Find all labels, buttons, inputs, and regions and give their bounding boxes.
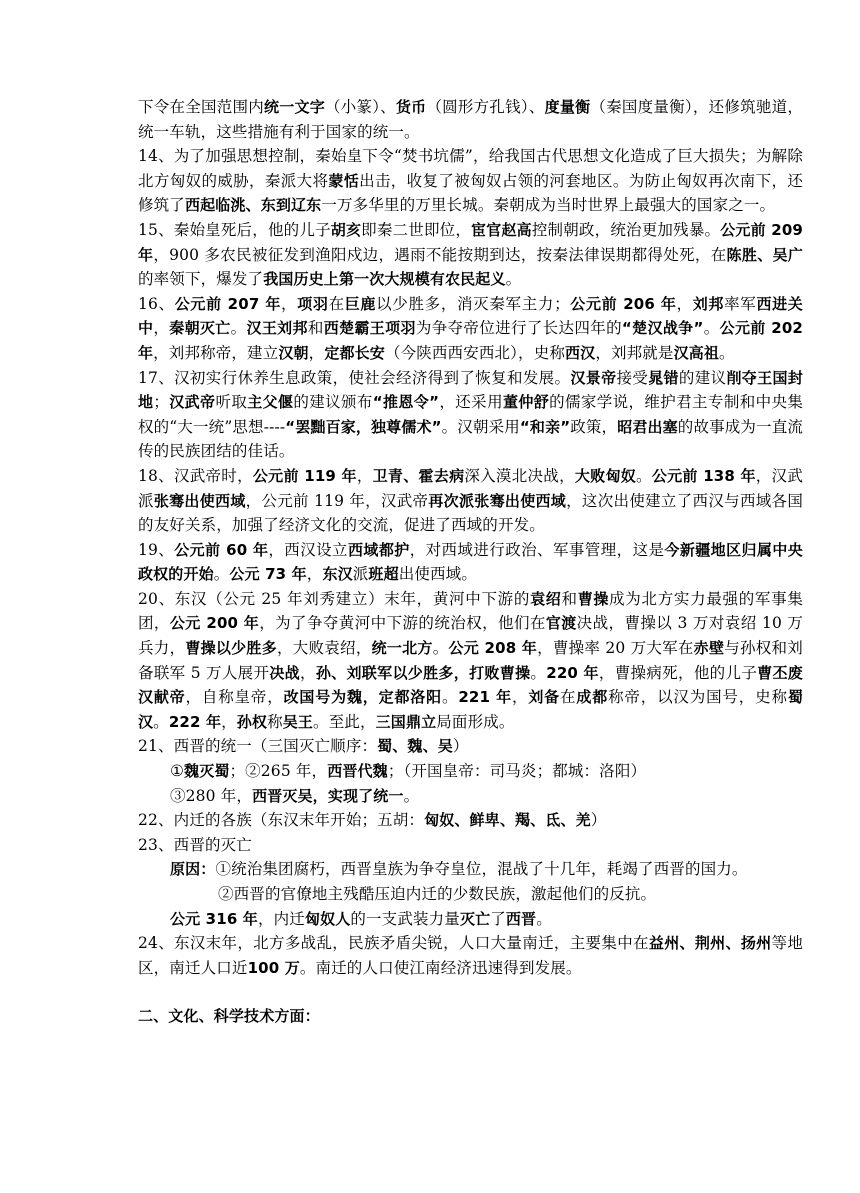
text-run: ，对西域进行政治、军事管理，这是: [409, 540, 665, 559]
bold-term: 班超: [368, 565, 399, 584]
text-run: （秦国度量衡），还修筑驰道，统一车轨，这些措施有利于国家的统一。: [138, 98, 803, 141]
text-run: （今陕西西安西北），史称: [384, 343, 565, 362]
bold-term: 公元前 202 年: [138, 319, 803, 362]
bold-term: 张骞出使西域: [153, 491, 246, 510]
text-run: ，还采用: [439, 393, 503, 412]
text-run: 。: [536, 909, 552, 928]
text-run: 18、汉武帝时，: [138, 466, 253, 485]
text-run: 16、: [138, 294, 175, 313]
bold-term: 今新疆地区归属中央政权的开始: [138, 540, 803, 584]
paragraph-p14: [138, 144, 803, 218]
text-run: 听取: [215, 393, 248, 412]
bold-term: 西晋灭吴，实现了统一: [252, 786, 404, 805]
text-run: 。: [505, 270, 522, 289]
text-run: （圆形方孔钱）、: [426, 98, 545, 116]
bold-term: 度量衡: [544, 98, 591, 116]
text-run: 的儒家学说，维护君主专制和中央集权的“大一统”思想----: [138, 393, 803, 436]
text-run: ，自称皇帝，: [185, 688, 284, 707]
bold-term: 匈奴人: [304, 909, 351, 928]
paragraph-p23: [138, 833, 803, 858]
text-run: ，为了争夺黄河中下游的统治权，他们在: [259, 614, 546, 633]
text-run: 深入漠北决战，: [464, 466, 575, 485]
document-page: [138, 95, 803, 1029]
text-run: 在: [328, 294, 345, 313]
section-heading: [138, 1004, 803, 1029]
text-run: 。南迁的人口使江南经济迅速得到发展。: [299, 958, 582, 977]
text-run: ，内迁: [257, 909, 305, 928]
text-run: 等地区，南迁人口近: [138, 934, 803, 977]
bold-term: 西起临洮、东到辽东: [184, 196, 322, 215]
bold-term: 官渡: [545, 614, 577, 633]
bold-term: 项羽: [297, 294, 329, 313]
paragraph-p23b: [138, 882, 803, 907]
bold-term: 袁绍: [530, 589, 562, 608]
bold-term: 董仲舒: [502, 393, 550, 412]
text-run: 与孙权和刘备联军 5 万人展开: [138, 639, 803, 682]
text-run: ，900 多农民被征发到渔阳戍边，遇雨不能按期到达，按秦法律误期都得处死，在: [153, 245, 727, 264]
bold-term: 曹丕废汉献帝: [138, 663, 803, 707]
bold-term: 东汉: [322, 565, 353, 584]
paragraph-p15: [138, 218, 803, 292]
bold-term: 改国号为魏，定都洛阳: [283, 688, 442, 707]
text-run: ，: [356, 466, 373, 485]
text-run: ，: [299, 663, 316, 682]
bold-term: 曹操: [577, 589, 610, 608]
bold-term: 公元 208 年: [448, 639, 538, 658]
bold-term: 西域都护: [347, 540, 410, 559]
bold-term: 刘邦: [692, 294, 725, 313]
bold-term: 公元 73 年: [229, 565, 307, 584]
text-run: 19、: [138, 540, 175, 559]
bold-term: 秦朝灭亡: [169, 319, 231, 338]
text-run: 23、西晋的灭亡: [138, 835, 252, 854]
text-run: 的故事成为一直流传的民族团结的佳话。: [138, 417, 804, 461]
text-run: ，公元前 119 年，汉武帝: [245, 491, 429, 510]
bold-term: 晁错: [648, 368, 679, 387]
bold-term: 再次派张骞出使西域: [428, 491, 567, 510]
text-run: 。: [432, 639, 449, 658]
text-run: ①统治集团腐朽，西晋皇族为争夺皇位，混战了十几年，耗竭了西晋的国力。: [215, 860, 748, 879]
text-run: ，: [221, 712, 237, 731]
text-run: 下令在全国范围内: [138, 98, 264, 116]
bold-term: 公元 200 年: [169, 614, 260, 633]
text-run: 15、秦始皇死后，他的儿子: [138, 220, 331, 239]
text-run: 和: [561, 589, 578, 608]
bold-term: 决战: [269, 663, 300, 682]
text-run: ；②265 年，: [229, 762, 328, 781]
bold-term: “罢黜百家，独尊儒术”: [285, 417, 442, 436]
text-run: 17、汉初实行休养生息政策，使社会经济得到了恢复和发展。: [138, 368, 571, 387]
text-run: 的建议颁布: [293, 393, 373, 412]
paragraph-p21b: [138, 784, 803, 809]
bold-term: 222 年: [168, 712, 222, 731]
text-run: ，: [281, 294, 298, 313]
text-run: ）: [452, 737, 469, 756]
bold-term: 统一文字: [263, 98, 325, 116]
text-run: 率军: [724, 294, 757, 313]
text-run: 即秦二世即位，: [361, 220, 472, 239]
text-run: 出击，收复了被匈奴占领的河套地区。为防止匈奴再次南下，还修筑了: [138, 171, 803, 215]
text-run: ；（开国皇帝：司马炎；都城：洛阳）: [387, 762, 647, 781]
paragraph-p0: [138, 95, 803, 144]
text-run: 称帝，以汉为国号，史称: [608, 688, 788, 707]
text-run: ，汉武派: [138, 466, 803, 510]
bold-term: 汉王刘邦: [246, 319, 308, 338]
text-run: 24、东汉末年，北方多战乱，民族矛盾尖锐，人口大量南迁，主要集中在: [138, 934, 649, 953]
bold-term: 汉景帝: [570, 368, 617, 387]
bold-term: 公元前 138 年: [651, 466, 756, 485]
text-run: 接受: [616, 368, 649, 387]
bold-term: 灭亡: [459, 909, 491, 928]
text-run: 。: [719, 343, 735, 362]
bold-term: 孙、刘联军以少胜多，打败曹操: [315, 663, 531, 682]
bold-term: “和亲”: [519, 417, 571, 436]
bold-term: 货币: [395, 98, 427, 116]
text-run: 。: [441, 688, 459, 707]
bold-term: 定都长安: [324, 343, 385, 362]
text-run: 的率领下，爆发了: [138, 270, 264, 289]
bold-term: 220 年: [546, 663, 599, 682]
paragraph-p21a: [138, 759, 803, 784]
bold-term: 汉高祖: [673, 343, 720, 362]
text-run: 。: [230, 319, 247, 338]
text-run: 22、内迁的各族（东汉末年开始；五胡：: [138, 811, 425, 830]
bold-term: 赤壁: [693, 639, 725, 658]
bold-term: 我国历史上第一次大规模有农民起义: [263, 270, 506, 289]
bold-term: 成都: [576, 688, 609, 707]
text-run: 。: [213, 565, 230, 584]
bold-term: 西进关中: [138, 294, 803, 338]
bold-term: 大败匈奴: [574, 466, 637, 485]
bold-term: 公元前 209 年: [138, 220, 803, 264]
text-run: ，曹操病死，他的儿子: [598, 663, 758, 682]
paragraph-p23c: [138, 907, 803, 932]
text-run: 在: [560, 688, 577, 707]
text-run: 14、为了加强思想控制，秦始皇下令“焚书坑儒”，给我国古代思想文化造成了巨大损失；为解除北方匈奴的威胁，秦派大将: [138, 147, 803, 190]
bold-term: 公元前 207 年: [174, 294, 282, 313]
bold-term: 曹操以少胜多: [185, 639, 277, 658]
bold-term: 削夺王国封地: [138, 368, 803, 412]
paragraph-p18: [138, 464, 803, 538]
paragraph-p23a: [138, 857, 803, 882]
bold-term: “推恩令”: [372, 393, 440, 412]
bold-term: 蜀、魏、吴: [377, 737, 453, 756]
bold-term: 汉武帝: [169, 393, 216, 412]
text-run: ，刘邦称帝，建立: [153, 343, 279, 362]
bold-term: 二、文化、科学技术方面：: [138, 1007, 320, 1026]
text-run: 的一支武装力量: [350, 909, 460, 928]
text-run: ）: [590, 811, 607, 830]
text-run: 20、东汉（公元 25 年刘秀建立）末年，黄河中下游的: [138, 589, 531, 608]
text-run: 决战，曹操以 3 万对袁绍 10 万兵力，: [138, 614, 803, 658]
text-run: 的建议: [678, 368, 727, 387]
bold-term: 刘备: [528, 688, 561, 707]
text-run: 21、西晋的统一（三国灭亡顺序：: [138, 737, 378, 756]
bold-term: 西晋代魏: [327, 762, 388, 781]
text-run: （小篆）、: [324, 98, 396, 116]
paragraph-gap: [138, 980, 803, 1004]
paragraph-p21: [138, 734, 803, 759]
bold-term: 吴王: [282, 712, 314, 731]
text-run: ；: [153, 393, 170, 412]
text-run: ，: [676, 294, 693, 313]
text-run: ，: [306, 565, 323, 584]
paragraph-p19: [138, 538, 803, 587]
bold-term: 原因：: [170, 860, 216, 879]
bold-term: 三国鼎立: [375, 712, 437, 731]
text-run: ①: [170, 762, 185, 781]
bold-term: 100 万: [247, 958, 300, 977]
text-run: 派: [352, 565, 369, 584]
bold-term: 陈胜、吴广: [726, 245, 803, 264]
bold-term: 汉朝: [278, 343, 309, 362]
text-run: ，这次出使建立了西汉与西域各国的友好关系，加强了经济文化的交流，促进了西域的开发。: [138, 491, 803, 535]
text-run: 一万多华里的万里长城。秦朝成为当时世界上最强大的国家之一。: [321, 196, 776, 215]
text-run: 政策，: [570, 417, 618, 436]
text-run: 称: [267, 712, 283, 731]
bold-term: 公元 316 年: [170, 909, 258, 928]
text-run: ，大败袁绍，: [276, 639, 372, 658]
text-run: ，刘邦就是: [595, 343, 674, 362]
bold-term: 匈奴、鲜卑、羯、氐、羌: [424, 811, 591, 830]
bold-term: 221 年: [458, 688, 512, 707]
bold-term: 宦官赵高: [471, 220, 532, 239]
text-run: 和: [307, 319, 324, 338]
paragraph-p24: [138, 931, 803, 980]
text-run: 。: [703, 319, 720, 338]
bold-term: 蒙恬: [328, 171, 360, 190]
bold-term: 卫青、霍去病: [372, 466, 465, 485]
bold-term: 西汉: [565, 343, 596, 362]
text-run: 局面形成。: [436, 712, 515, 731]
text-run: 。: [153, 712, 169, 731]
text-run: 控制朝政，统治更加残暴。: [531, 220, 721, 239]
bold-term: “楚汉战争”: [621, 319, 704, 338]
text-run: 。: [636, 466, 652, 485]
paragraph-p20: [138, 587, 803, 735]
text-run: 。至此，: [313, 712, 376, 731]
text-run: 。: [530, 663, 547, 682]
text-run: 为争夺帝位进行了长达四年的: [415, 319, 622, 338]
text-run: 出使西域。: [398, 565, 477, 584]
bold-term: 益州、荆州、扬州: [648, 934, 772, 953]
bold-term: 公元前 60 年: [174, 540, 269, 559]
bold-term: 公元前 119 年: [252, 466, 357, 485]
text-run: ，: [308, 343, 325, 362]
bold-term: 孙权: [236, 712, 268, 731]
text-run: ，曹操率 20 万大军在: [537, 639, 694, 658]
text-run: ，: [512, 688, 529, 707]
paragraph-p22: [138, 808, 803, 833]
bold-term: 昭君出塞: [617, 417, 678, 436]
bold-term: 主父偃: [247, 393, 294, 412]
bold-term: 西晋: [505, 909, 537, 928]
bold-term: 蜀汉: [138, 688, 803, 731]
text-run: 以少胜多，消灭秦军主力；: [376, 294, 570, 313]
text-run: 了: [490, 909, 506, 928]
paragraph-p16: [138, 292, 803, 366]
bold-term: 西楚霸王项羽: [323, 319, 416, 338]
text-run: 成为北方实力最强的军事集团，: [138, 589, 803, 633]
text-run: ③280 年，: [170, 786, 253, 805]
bold-term: 魏灭蜀: [184, 762, 230, 781]
bold-term: 统一北方: [371, 639, 433, 658]
bold-term: 公元前 206 年: [569, 294, 677, 313]
text-run: ，: [153, 319, 170, 338]
paragraph-p17: [138, 366, 803, 464]
bold-term: 巨鹿: [344, 294, 377, 313]
text-run: ②西晋的官僚地主残酷压迫内迁的少数民族，激起他们的反抗。: [218, 885, 657, 903]
bold-term: 胡亥: [330, 220, 362, 239]
text-run: ，西汉设立: [268, 540, 348, 559]
text-run: 。汉朝采用: [441, 417, 520, 436]
text-run: 。: [403, 786, 420, 805]
